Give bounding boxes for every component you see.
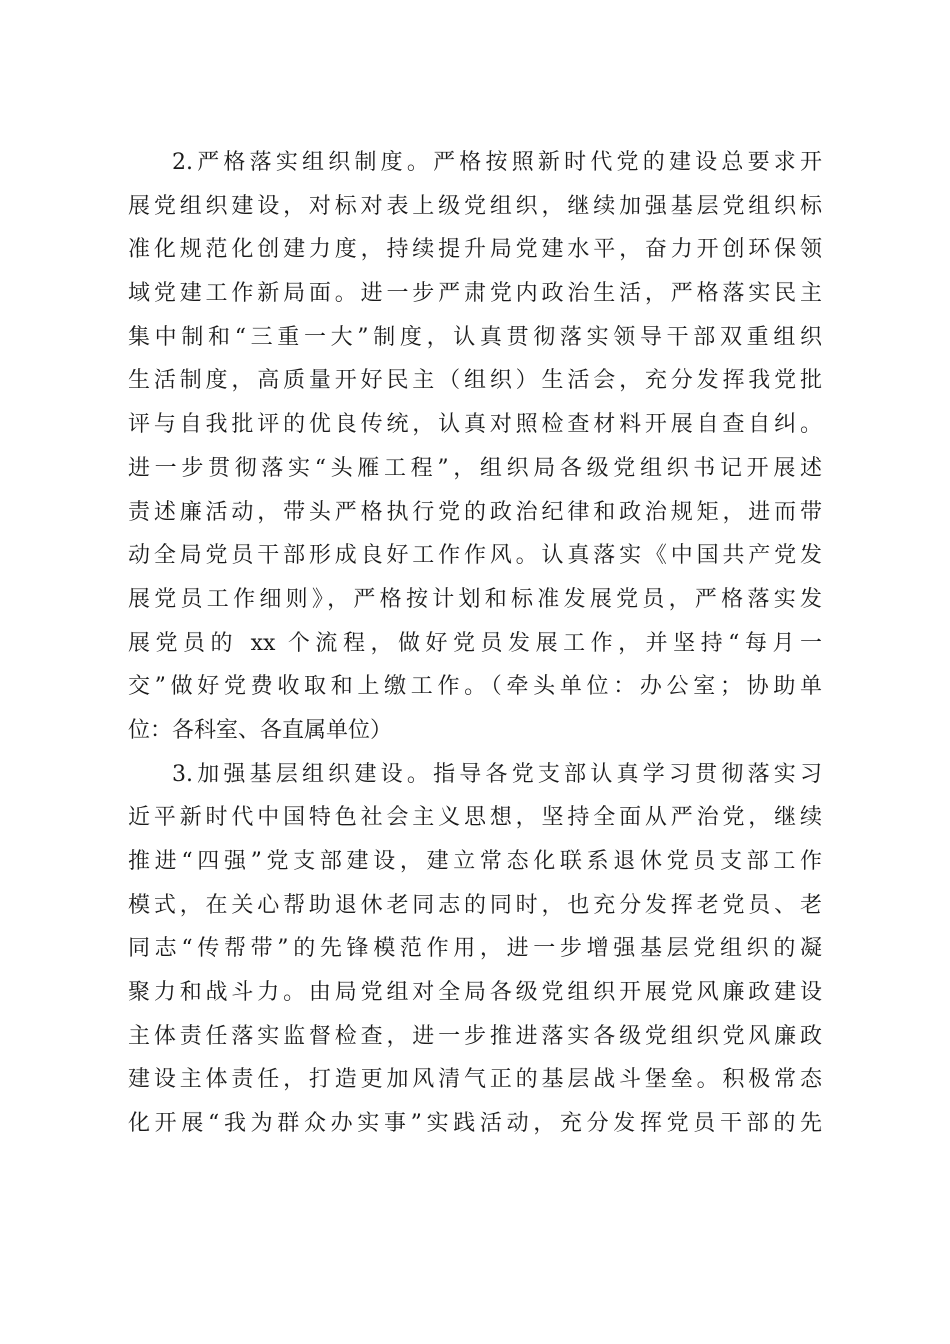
document-body <box>128 141 822 1146</box>
text-line: 主体责任落实监督检查，进一步推进落实各级党组织党风廉政 <box>128 1023 822 1049</box>
text-line: 域党建工作新局面。进一步严肃党内政治生活，严格落实民主 <box>128 281 822 307</box>
text-line: 展党员的 xx 个流程，做好党员发展工作，并坚持“每月一 <box>128 630 822 656</box>
text-line: 模式，在关心帮助退休老同志的同时，也充分发挥老党员、老 <box>128 892 822 918</box>
text-line: 动全局党员干部形成良好工作作风。认真落实《中国共产党发 <box>128 543 822 569</box>
text-line: 集中制和“三重一大”制度，认真贯彻落实领导干部双重组织 <box>128 324 822 350</box>
text-line: 2.严格落实组织制度。严格按照新时代党的建设总要求开 <box>172 150 822 175</box>
text-line: 同志“传帮带”的先锋模范作用，进一步增强基层党组织的凝 <box>128 936 822 962</box>
text-line: 聚力和战斗力。由局党组对全局各级党组织开展党风廉政建设 <box>128 980 822 1006</box>
text-line: 评与自我批评的优良传统，认真对照检查材料开展自查自纠。 <box>128 412 822 438</box>
text-line: 位：各科室、各直属单位） <box>128 717 393 743</box>
text-line: 生活制度，高质量开好民主（组织）生活会，充分发挥我党批 <box>128 368 822 394</box>
text-line: 准化规范化创建力度，持续提升局党建水平，奋力开创环保领 <box>128 237 822 263</box>
text-line: 进一步贯彻落实“头雁工程”，组织局各级党组织书记开展述 <box>128 455 822 481</box>
text-line: 推进“四强”党支部建设，建立常态化联系退休党员支部工作 <box>128 849 822 874</box>
paragraph-grassroots-organization <box>128 753 822 1146</box>
paragraph-organization-system <box>128 141 822 753</box>
text-line: 建设主体责任，打造更加风清气正的基层战斗堡垒。积极常态 <box>128 1067 822 1093</box>
text-line: 交”做好党费收取和上缴工作。（牵头单位：办公室；协助单 <box>128 674 822 700</box>
text-line: 近平新时代中国特色社会主义思想，坚持全面从严治党，继续 <box>128 805 822 831</box>
text-line: 展党员工作细则》，严格按计划和标准发展党员，严格落实发 <box>128 586 822 612</box>
text-line: 展党组织建设，对标对表上级党组织，继续加强基层党组织标 <box>128 193 822 219</box>
text-line: 责述廉活动，带头严格执行党的政治纪律和政治规矩，进而带 <box>128 499 822 525</box>
text-line: 化开展“我为群众办实事”实践活动，充分发挥党员干部的先 <box>128 1111 822 1137</box>
text-line: 3.加强基层组织建设。指导各党支部认真学习贯彻落实习 <box>172 761 822 787</box>
